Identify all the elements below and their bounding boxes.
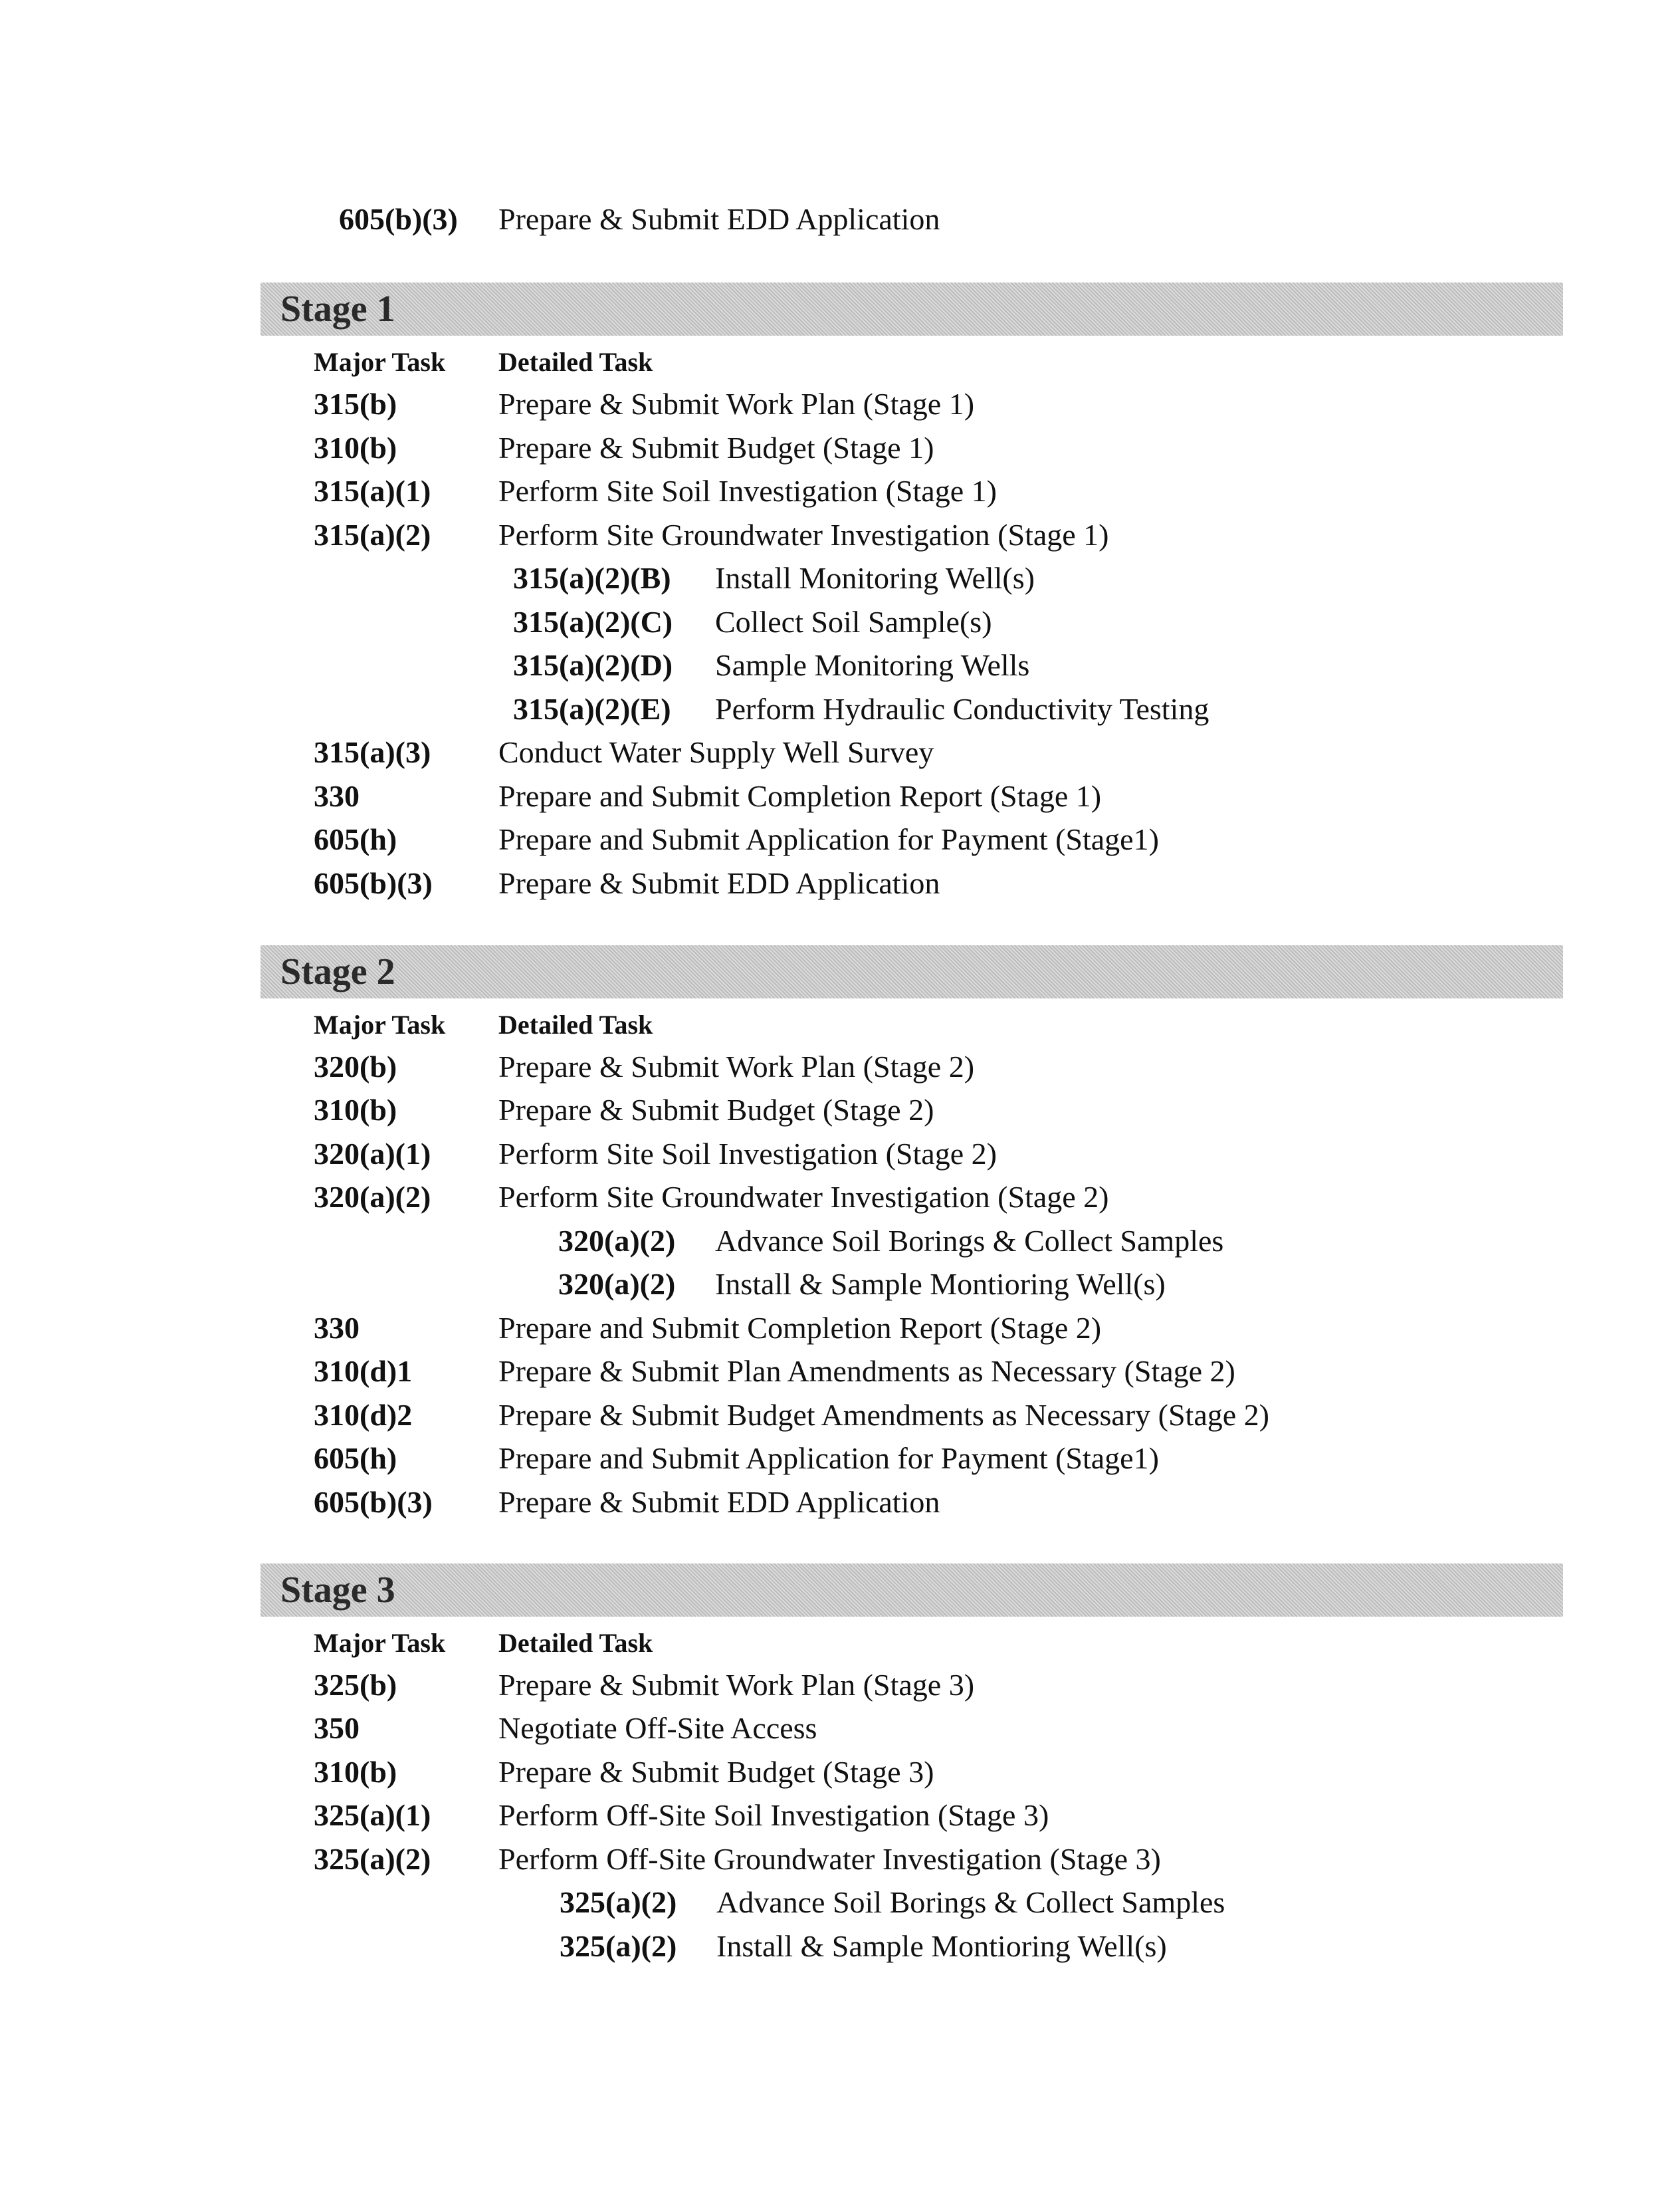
detailed-task-desc: Prepare and Submit Application for Payment (Stage1) xyxy=(498,1441,1159,1475)
stage-header-band xyxy=(261,1563,1563,1617)
subtask-desc: Install & Sample Montioring Well(s) xyxy=(716,1929,1167,1963)
major-task-header: Major Task xyxy=(314,347,446,377)
subtask-desc: Install & Sample Montioring Well(s) xyxy=(715,1267,1166,1301)
subtask-code: 315(a)(2)(D) xyxy=(513,648,673,682)
detailed-task-desc: Negotiate Off-Site Access xyxy=(498,1711,817,1745)
stage-title: Stage 2 xyxy=(280,951,395,992)
detailed-task-desc: Prepare & Submit Work Plan (Stage 2) xyxy=(498,1050,975,1084)
detailed-task-desc: Prepare & Submit Budget (Stage 2) xyxy=(498,1093,934,1127)
detailed-task-desc: Prepare & Submit Plan Amendments as Necessary (Stage 2) xyxy=(498,1354,1235,1388)
detailed-task-desc: Prepare & Submit Work Plan (Stage 3) xyxy=(498,1668,975,1702)
major-task-code: 605(h) xyxy=(314,1441,397,1475)
subtask-code: 320(a)(2) xyxy=(558,1267,676,1301)
detailed-task-header: Detailed Task xyxy=(498,347,653,377)
subtask-code: 315(a)(2)(E) xyxy=(513,692,671,726)
major-task-code: 605(b)(3) xyxy=(314,1485,433,1519)
subtask-code: 325(a)(2) xyxy=(560,1929,677,1963)
major-task-code: 315(a)(2) xyxy=(314,518,431,552)
detailed-task-desc: Perform Off-Site Groundwater Investigation (Stage 3) xyxy=(498,1842,1161,1876)
major-task-code: 310(b) xyxy=(314,431,397,465)
subtask-desc: Sample Monitoring Wells xyxy=(715,648,1030,682)
major-task-code: 310(b) xyxy=(314,1093,397,1127)
detailed-task-desc: Perform Off-Site Soil Investigation (Stage 3) xyxy=(498,1798,1049,1832)
major-task-code: 330 xyxy=(314,1311,360,1345)
subtask-code: 325(a)(2) xyxy=(560,1885,677,1919)
detailed-task-desc: Perform Site Groundwater Investigation (Stage 1) xyxy=(498,518,1109,552)
detailed-task-header: Detailed Task xyxy=(498,1010,653,1040)
detailed-task-desc: Prepare and Submit Completion Report (Stage 2) xyxy=(498,1311,1102,1345)
major-task-code: 315(a)(1) xyxy=(314,474,431,508)
major-task-code: 605(b)(3) xyxy=(314,866,433,900)
subtask-desc: Advance Soil Borings & Collect Samples xyxy=(716,1885,1225,1919)
major-task-code: 605(h) xyxy=(314,822,397,856)
detailed-task-desc: Perform Site Groundwater Investigation (Stage 2) xyxy=(498,1180,1109,1214)
major-task-header: Major Task xyxy=(314,1628,446,1658)
subtask-code: 315(a)(2)(B) xyxy=(513,561,671,595)
detailed-task-desc: Prepare and Submit Completion Report (Stage 1) xyxy=(498,779,1102,813)
major-task-code: 605(b)(3) xyxy=(339,202,458,236)
detailed-task-desc: Prepare & Submit Budget (Stage 1) xyxy=(498,431,934,465)
subtask-code: 320(a)(2) xyxy=(558,1224,676,1258)
major-task-code: 320(a)(2) xyxy=(314,1180,431,1214)
stage-title: Stage 1 xyxy=(280,288,395,330)
major-task-code: 315(a)(3) xyxy=(314,735,431,769)
detailed-task-desc: Prepare & Submit EDD Application xyxy=(498,866,940,900)
detailed-task-desc: Prepare & Submit EDD Application xyxy=(498,202,940,236)
subtask-desc: Install Monitoring Well(s) xyxy=(715,561,1035,595)
subtask-desc: Advance Soil Borings & Collect Samples xyxy=(715,1224,1224,1258)
detailed-task-desc: Perform Site Soil Investigation (Stage 1) xyxy=(498,474,997,508)
major-task-code: 350 xyxy=(314,1711,360,1745)
major-task-header: Major Task xyxy=(314,1010,446,1040)
stage-header-band xyxy=(261,945,1563,998)
subtask-code: 315(a)(2)(C) xyxy=(513,605,673,639)
major-task-code: 320(b) xyxy=(314,1050,397,1084)
subtask-desc: Collect Soil Sample(s) xyxy=(715,605,992,639)
detailed-task-desc: Prepare & Submit Budget (Stage 3) xyxy=(498,1755,934,1789)
detailed-task-header: Detailed Task xyxy=(498,1628,653,1658)
major-task-code: 315(b) xyxy=(314,387,397,421)
detailed-task-desc: Conduct Water Supply Well Survey xyxy=(498,735,934,769)
detailed-task-desc: Prepare and Submit Application for Payment (Stage1) xyxy=(498,822,1159,856)
major-task-code: 325(a)(1) xyxy=(314,1798,431,1832)
major-task-code: 320(a)(1) xyxy=(314,1137,431,1171)
stage-title: Stage 3 xyxy=(280,1569,395,1611)
major-task-code: 310(d)1 xyxy=(314,1354,413,1388)
major-task-code: 330 xyxy=(314,779,360,813)
major-task-code: 310(b) xyxy=(314,1755,397,1789)
major-task-code: 310(d)2 xyxy=(314,1398,413,1432)
major-task-code: 325(b) xyxy=(314,1668,397,1702)
detailed-task-desc: Prepare & Submit Work Plan (Stage 1) xyxy=(498,387,975,421)
detailed-task-desc: Prepare & Submit EDD Application xyxy=(498,1485,940,1519)
stage-header-band xyxy=(261,283,1563,336)
subtask-desc: Perform Hydraulic Conductivity Testing xyxy=(715,692,1209,726)
major-task-code: 325(a)(2) xyxy=(314,1842,431,1876)
detailed-task-desc: Prepare & Submit Budget Amendments as Necessary (Stage 2) xyxy=(498,1398,1269,1432)
detailed-task-desc: Perform Site Soil Investigation (Stage 2) xyxy=(498,1137,997,1171)
